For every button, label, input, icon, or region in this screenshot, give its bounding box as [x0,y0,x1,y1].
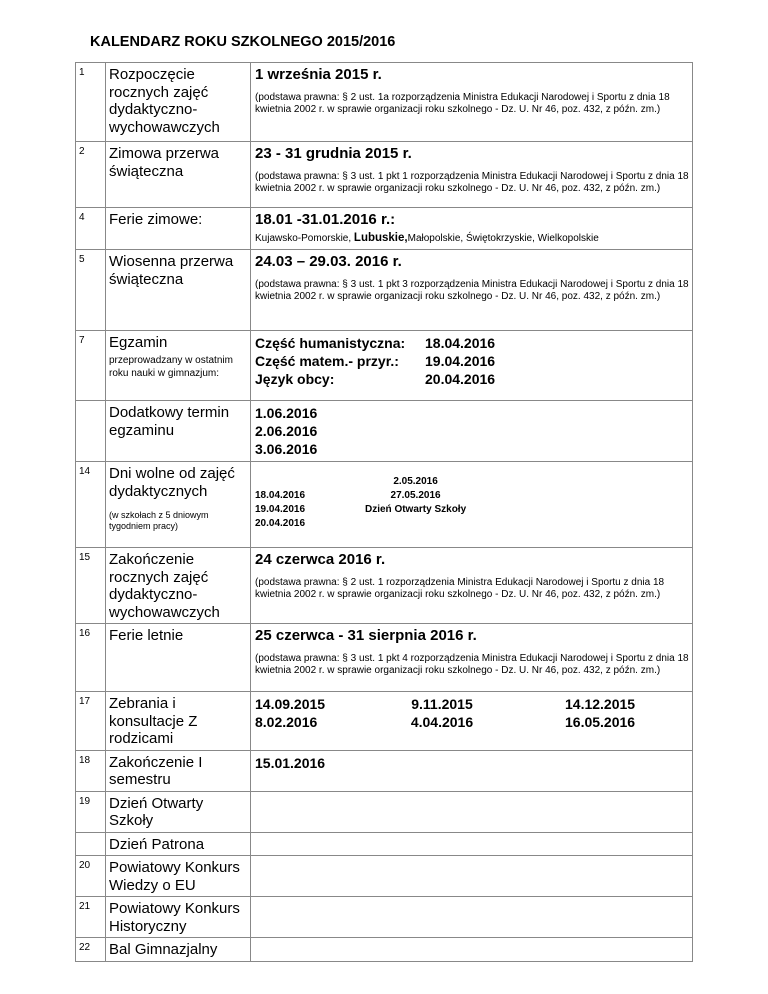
row-number: 2 [76,142,106,208]
row-number [76,401,106,462]
row-label: Zimowa przerwa świąteczna [106,142,251,208]
row-label: Bal Gimnazjalny [106,938,251,962]
table-row [76,624,693,692]
row-note: (podstawa prawna: § 2 ust. 1a rozporządzenia Ministra Edukacji Narodowej i Sportu z dnia 18 kwietnia 2002 r. w sprawie organizacji roku szkolnego - Dz. U. Nr 46, poz. 432, z późn. zm.) [255,92,670,115]
row-number: 4 [76,208,106,250]
row-sublabel: (w szkołach z 5 dniowym tygodniem pracy) [109,510,209,531]
row-label: Zakończenie I semestru [106,750,251,791]
table-row [76,548,693,624]
day-off: Dzień Otwarty Szkoły [365,504,467,515]
row-number [76,832,106,856]
exam-date: 20.04.2016 [425,371,496,387]
meeting-date: 16.05.2016 [565,714,636,730]
table-row [76,897,693,938]
day-off: 20.04.2016 [255,518,306,529]
row-date: 25 czerwca - 31 sierpnia 2016 r. [255,627,477,644]
row-sublabel: przeprowadzany w ostatnim roku nauki w gimnazjum: [109,354,233,379]
row-number: 14 [76,462,106,548]
row-date: 24.03 – 29.03. 2016 r. [255,253,402,270]
row-label: Rozpoczęcie rocznych zajęć dydaktyczno-wychowawczych [106,63,251,142]
table-row [76,250,693,331]
table-row [76,791,693,832]
table-row [76,856,693,897]
row-number: 18 [76,750,106,791]
exam-part: Część humanistyczna: [255,335,406,351]
row-label: Dzień Patrona [106,832,251,856]
row-label: Dzień Otwarty Szkoły [106,791,251,832]
row-number: 16 [76,624,106,692]
meeting-date: 14.12.2015 [565,696,636,712]
row-label: Powiatowy Konkurs Wiedzy o EU [106,856,251,897]
page-title: KALENDARZ ROKU SZKOLNEGO 2015/2016 [90,34,396,50]
row-number: 5 [76,250,106,331]
row-number: 15 [76,548,106,624]
exam-date: 18.04.2016 [425,335,496,351]
row-number: 17 [76,692,106,751]
row-label: Dni wolne od zajęć dydaktycznych [109,465,235,500]
extra-exam-date: 3.06.2016 [255,441,318,457]
exam-schedule [251,331,693,401]
table-row [76,692,693,751]
row-number: 1 [76,63,106,142]
meeting-date: 4.04.2016 [410,714,474,730]
row-date: 24 czerwca 2016 r. [255,551,386,568]
table-row [76,331,693,401]
row-label: Zebrania i konsultacje Z rodzicami [106,692,251,751]
table-row [76,208,693,250]
table-row [76,832,693,856]
table-row [76,63,693,142]
table-row [76,938,693,962]
row-date: 15.01.2016 [255,754,326,771]
row-number: 22 [76,938,106,962]
exam-date: 19.04.2016 [425,353,496,369]
regions [255,232,692,245]
day-off: 18.04.2016 [255,490,306,501]
extra-exam-date: 1.06.2016 [255,405,318,421]
row-date: 1 września 2015 r. [255,66,382,83]
row-label: Wiosenna przerwa świąteczna [106,250,251,331]
day-off: 27.05.2016 [390,490,441,501]
day-off: 19.04.2016 [255,504,306,515]
regions-b: Lubuskie, [353,232,408,244]
extra-exam-date: 2.06.2016 [255,423,318,439]
day-off: 2.05.2016 [393,476,438,487]
row-label: Ferie letnie [106,624,251,692]
row-note: (podstawa prawna: § 3 ust. 1 pkt 3 rozporządzenia Ministra Edukacji Narodowej i Sportu z dnia 18 kwietnia 2002 r. w sprawie organizacji roku szkolnego - Dz. U. Nr 46, poz. 432, z późn. zm.) [255,279,689,302]
row-label: Dodatkowy termin egzaminu [106,401,251,462]
row-date: 23 - 31 grudnia 2015 r. [255,145,412,162]
row-number: 7 [76,331,106,401]
meeting-date: 9.11.2015 [411,696,473,712]
row-number: 19 [76,791,106,832]
exam-part: Część matem.- przyr.: [255,353,399,369]
row-note: (podstawa prawna: § 2 ust. 1 rozporządzenia Ministra Edukacji Narodowej i Sportu z dnia 18 kwietnia 2002 r. w sprawie organizacji roku szkolnego - Dz. U. Nr 46, poz. 432, z późn. zm.) [255,577,665,600]
exam-part: Język obcy: [255,371,335,387]
row-number: 20 [76,856,106,897]
regions-c: Małopolskie, Świętokrzyskie, Wielkopolskie [407,233,599,244]
table-row [76,142,693,208]
row-label: Egzamin [109,334,168,351]
row-number: 21 [76,897,106,938]
table-row [76,401,693,462]
table-row [76,462,693,548]
row-note: (podstawa prawna: § 3 ust. 1 pkt 1 rozporządzenia Ministra Edukacji Narodowej i Sportu z dnia 18 kwietnia 2002 r. w sprawie organizacji roku szkolnego - Dz. U. Nr 46, poz. 432, z późn. zm.) [255,171,689,194]
row-label: Powiatowy Konkurs Historyczny [106,897,251,938]
row-date: 18.01 -31.01.2016 r.: [255,211,396,228]
regions-a: Kujawsko-Pomorskie, [255,233,354,244]
row-note: (podstawa prawna: § 3 ust. 1 pkt 4 rozporządzenia Ministra Edukacji Narodowej i Sportu z dnia 18 kwietnia 2002 r. w sprawie organizacji roku szkolnego - Dz. U. Nr 46, poz. 432, z późn. zm.) [255,653,689,676]
row-label: Ferie zimowe: [106,208,251,250]
calendar-table [75,62,693,962]
meeting-date: 14.09.2015 [255,696,326,712]
row-label: Zakończenie rocznych zajęć dydaktyczno-wychowawczych [106,548,251,624]
table-row [76,750,693,791]
meeting-date: 8.02.2016 [255,714,318,730]
